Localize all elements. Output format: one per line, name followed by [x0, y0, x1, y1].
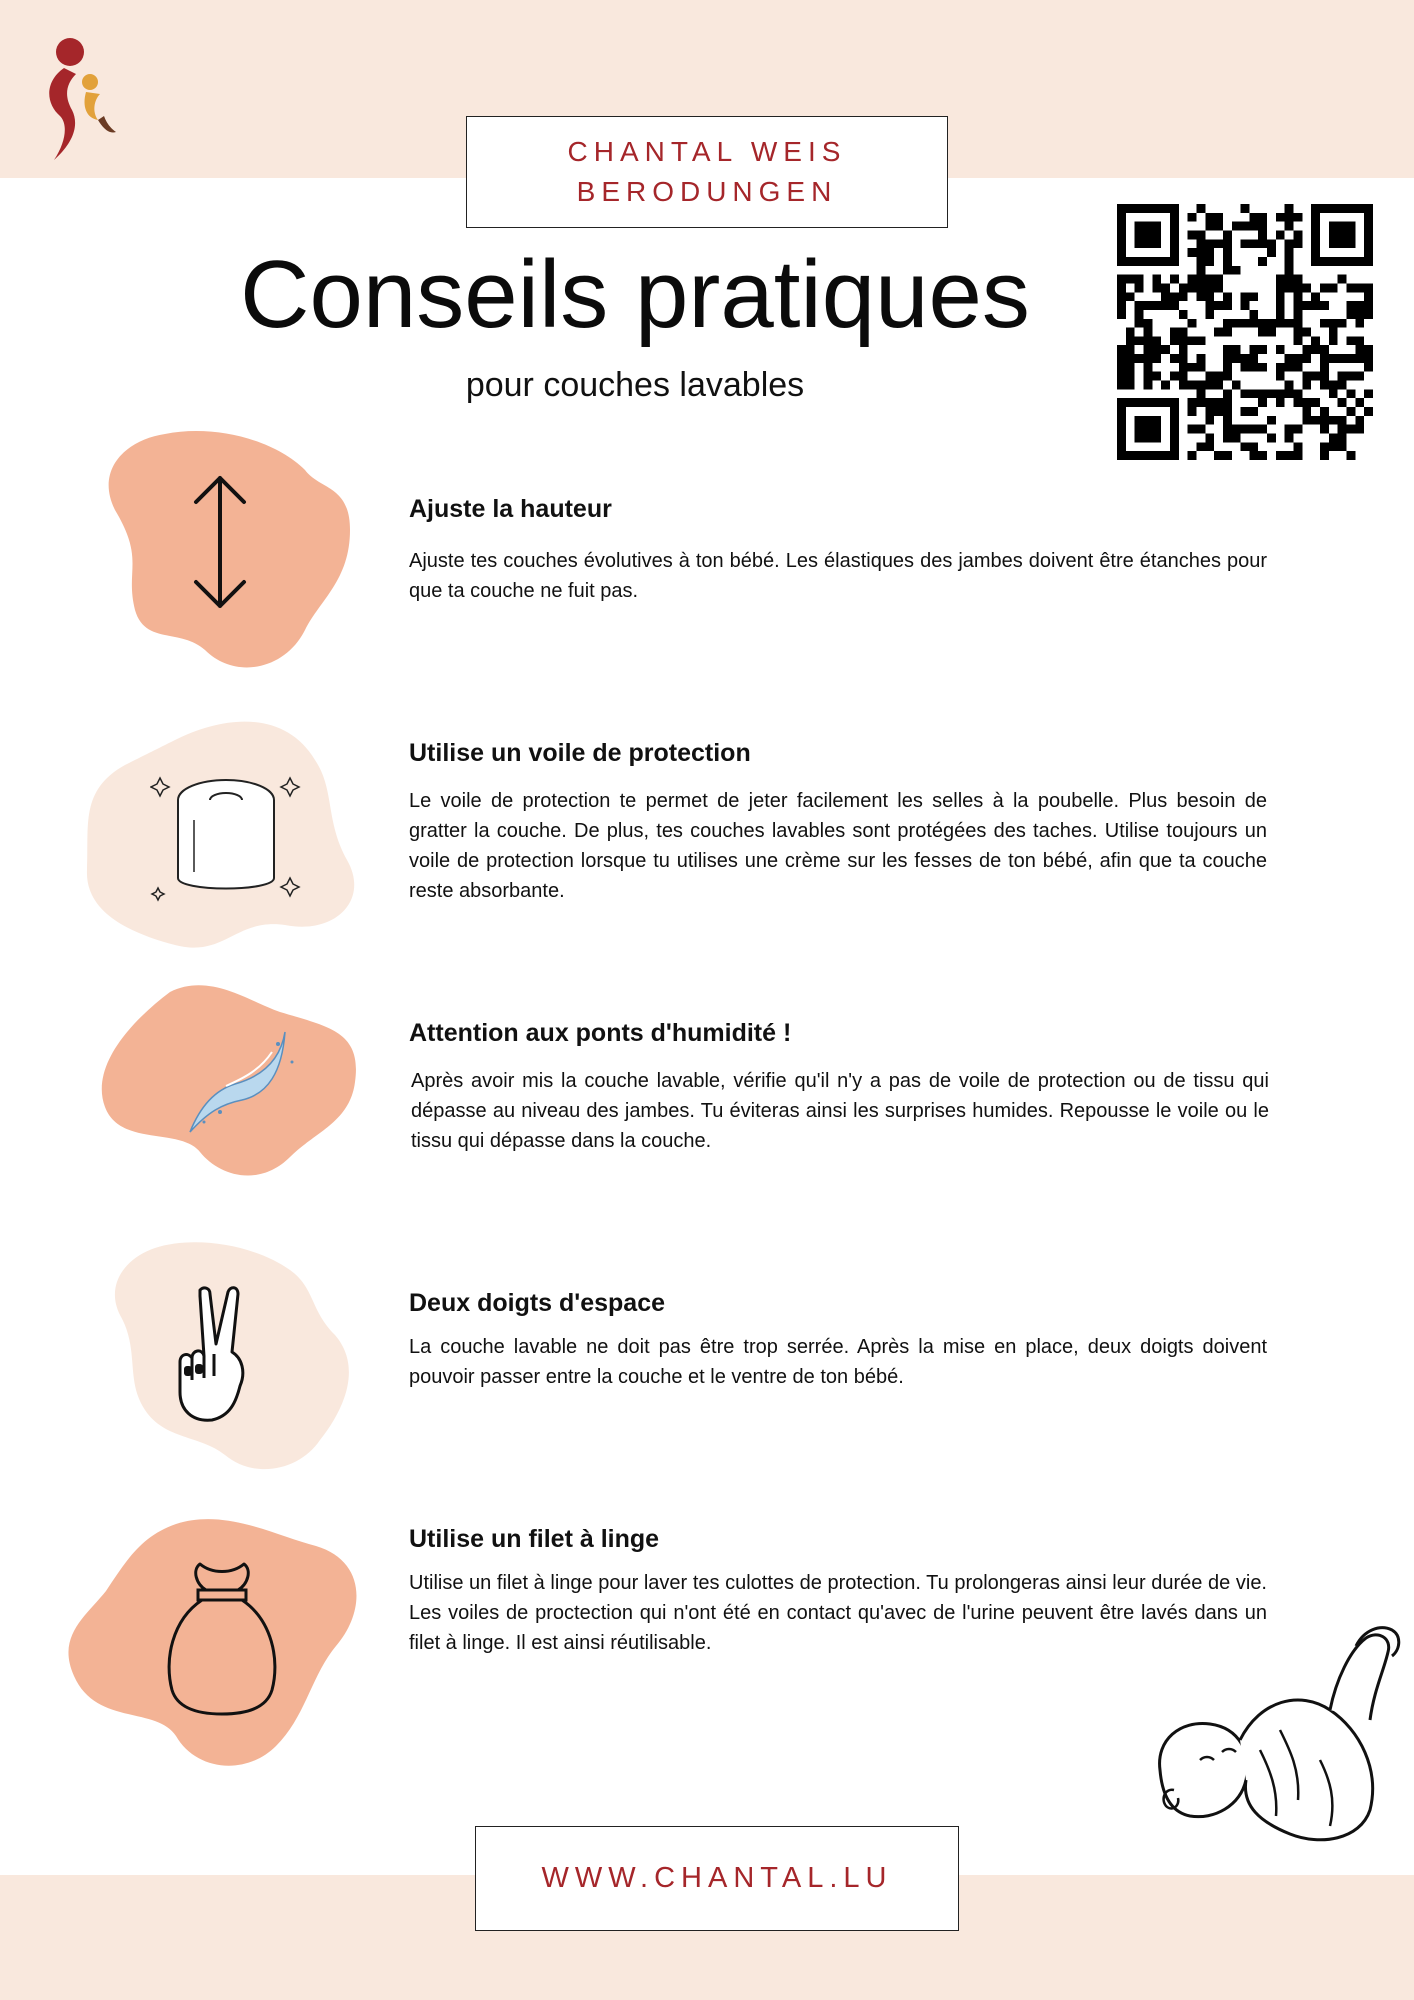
laundry-bag-icon [162, 1560, 282, 1720]
tip-heading: Ajuste la hauteur [409, 495, 612, 523]
baby-illustration [1130, 1620, 1414, 1850]
water-splash-icon [180, 1022, 300, 1142]
vertical-arrow-icon [190, 472, 250, 612]
tip-heading: Utilise un voile de protection [409, 739, 751, 767]
tip-heading: Attention aux ponts d'humidité ! [409, 1019, 792, 1047]
tip-text: Après avoir mis la couche lavable, vérifie qu'il n'y a pas de voile de protection ou de tissu qui dépasse au niveau des jambes. Tu éviteras ainsi les surprises humides. Repousse le voile ou le tissu qui dépasse dans la couche. [411, 1070, 1269, 1152]
tip-heading: Utilise un filet à linge [409, 1525, 660, 1553]
tip-text: Le voile de protection te permet de jeter facilement les selles à la poubelle. Plus besoin de gratter la couche. De plus, tes couches lavables sont protégées des taches. Utilise toujours un voile de protection lorsque tu utilises une crème sur les fesses de ton bébé, afin que ta couche reste absorbante. [409, 790, 1267, 902]
qr-code[interactable] [1117, 204, 1373, 460]
tip-text: Ajuste tes couches évolutives à ton bébé. Les élastiques des jambes doivent être étanches pour que ta couche ne fuit pas. [409, 550, 1267, 602]
two-fingers-hand-icon [172, 1282, 272, 1432]
tip-text: Utilise un filet à linge pour laver tes culottes de protection. Tu prolongeras ainsi leur durée de vie. Les voiles de proctection qui n'ont été en contact qu'avec de l'urine peuvent être lavés dans un filet à linge. Il est ainsi réutilisable. [409, 1572, 1267, 1654]
tip-heading: Deux doigts d'espace [409, 1289, 666, 1317]
brand-name: CHANTAL WEIS [567, 136, 847, 167]
toilet-roll-icon [150, 770, 310, 910]
brand-logo [42, 34, 122, 164]
brand-location: BERODUNGEN [576, 176, 838, 207]
website-link[interactable] [475, 1826, 959, 1931]
page-title: Conseils pratiques [240, 241, 1030, 348]
tip-text: La couche lavable ne doit pas être trop serrée. Après la mise en place, deux doigts doivent pouvoir passer entre la couche et le ventre de ton bébé. [409, 1336, 1267, 1388]
website-text[interactable]: WWW.CHANTAL.LU [541, 1862, 893, 1894]
brand-box [466, 116, 948, 228]
page-subtitle: pour couches lavables [465, 366, 805, 404]
